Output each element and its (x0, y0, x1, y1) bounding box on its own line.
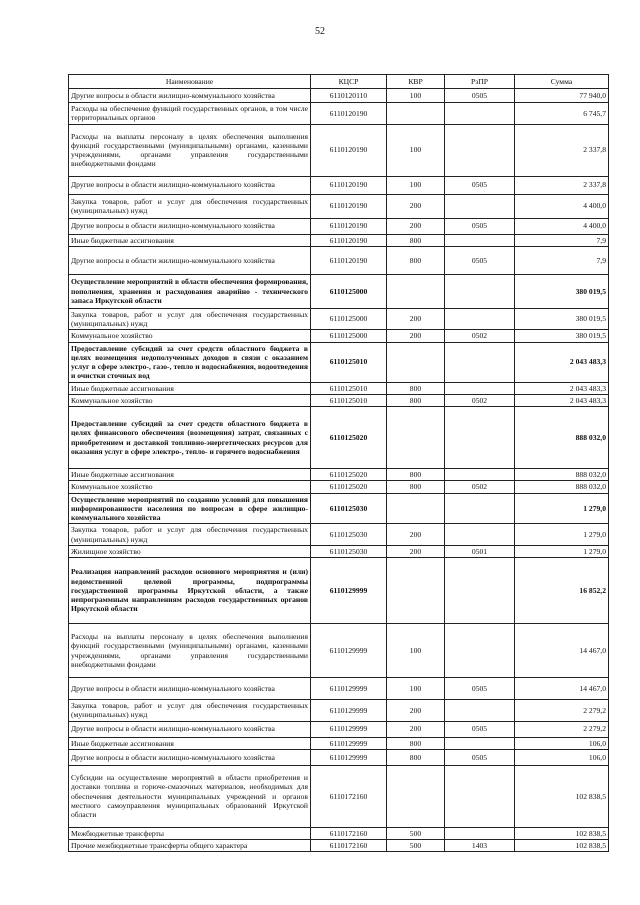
row-name-cell: Другие вопросы в области жилищно-коммунального хозяйства (69, 89, 311, 103)
row-kvr-cell: 200 (387, 700, 445, 722)
row-ksr-cell: 6110125030 (311, 524, 387, 546)
row-ksr-cell: 6110129999 (311, 624, 387, 678)
row-sum-cell: 380 019,5 (515, 274, 609, 308)
row-kvr-cell (387, 493, 445, 524)
row-kvr-cell: 800 (387, 234, 445, 246)
row-name-cell: Другие вопросы в области жилищно-коммунального хозяйства (69, 176, 311, 194)
table-row (69, 765, 609, 827)
table-row (69, 737, 609, 749)
header-ksr: КЦСР (311, 75, 387, 89)
row-name-cell: Предоставление субсидий за счет средств областного бюджета в целях возмещения недополученных доходов в связи с оказанием услуг в сфере электро-, газо-, тепло и водоснабжения, водоотведения и очистки сточных вод (69, 342, 311, 382)
header-sum: Сумма (515, 75, 609, 89)
row-rzpr-cell: 0505 (445, 721, 515, 737)
row-sum-cell: 106,0 (515, 737, 609, 749)
table-body (69, 89, 609, 852)
row-name-cell: Расходы на обеспечение функций государственных органов, в том числе территориальных органов (69, 103, 311, 125)
row-ksr-cell: 6110120190 (311, 103, 387, 125)
row-kvr-cell (387, 765, 445, 827)
row-rzpr-cell (445, 469, 515, 481)
row-kvr-cell: 800 (387, 394, 445, 406)
row-rzpr-cell (445, 194, 515, 218)
row-rzpr-cell: 1403 (445, 840, 515, 852)
row-kvr-cell: 200 (387, 545, 445, 557)
table-row (69, 342, 609, 382)
row-rzpr-cell (445, 234, 515, 246)
row-name-cell: Иные бюджетные ассигнования (69, 382, 311, 394)
row-rzpr-cell (445, 407, 515, 469)
row-sum-cell: 2 279,2 (515, 721, 609, 737)
page-number: 52 (315, 26, 325, 37)
row-sum-cell: 380 019,5 (515, 330, 609, 342)
table-row (69, 103, 609, 125)
row-sum-cell: 102 838,5 (515, 827, 609, 839)
row-sum-cell: 2 337,8 (515, 124, 609, 176)
row-rzpr-cell (445, 493, 515, 524)
row-ksr-cell: 6110125030 (311, 545, 387, 557)
row-sum-cell: 14 467,0 (515, 624, 609, 678)
row-name-cell: Другие вопросы в области жилищно-коммунального хозяйства (69, 218, 311, 234)
row-ksr-cell: 6110120190 (311, 218, 387, 234)
row-kvr-cell: 100 (387, 678, 445, 700)
row-sum-cell: 4 400,0 (515, 218, 609, 234)
row-kvr-cell: 800 (387, 481, 445, 493)
row-rzpr-cell (445, 308, 515, 330)
row-ksr-cell: 6110125000 (311, 274, 387, 308)
row-name-cell: Предоставление субсидий за счет средств областного бюджета в целях финансового обеспечения (возмещения) затрат, связанных с приобретением и доставкой топливно-энергетических ресурсов для оказания услуг в сфере электро-, тепло- и горячего водоснабжения (69, 407, 311, 469)
row-name-cell: Субсидии на осуществление мероприятий в области приобретения и доставки топлива и горюче-смазочных материалов, необходимых для обеспечения деятельности муниципальных учреждений и органов местного самоуправления муниципальных образований Иркутской области (69, 765, 311, 827)
row-ksr-cell: 6110125020 (311, 407, 387, 469)
row-sum-cell: 102 838,5 (515, 840, 609, 852)
row-kvr-cell: 200 (387, 308, 445, 330)
row-name-cell: Осуществление мероприятий по созданию условий для повышения информированности населения по вопросам в сфере жилищно-коммунального хозяйства (69, 493, 311, 524)
table-row (69, 827, 609, 839)
row-ksr-cell: 6110120190 (311, 194, 387, 218)
row-sum-cell: 1 279,0 (515, 545, 609, 557)
row-name-cell: Коммунальное хозяйство (69, 394, 311, 406)
row-kvr-cell: 200 (387, 721, 445, 737)
row-rzpr-cell (445, 382, 515, 394)
row-rzpr-cell: 0505 (445, 176, 515, 194)
table-row (69, 624, 609, 678)
row-sum-cell: 2 279,2 (515, 700, 609, 722)
row-ksr-cell: 6110120190 (311, 246, 387, 274)
row-ksr-cell: 6110172160 (311, 840, 387, 852)
row-ksr-cell: 6110125000 (311, 308, 387, 330)
row-name-cell: Иные бюджетные ассигнования (69, 737, 311, 749)
row-name-cell: Другие вопросы в области жилищно-коммунального хозяйства (69, 749, 311, 765)
row-ksr-cell: 6110129999 (311, 737, 387, 749)
row-name-cell: Коммунальное хозяйство (69, 330, 311, 342)
row-sum-cell: 2 337,8 (515, 176, 609, 194)
row-name-cell: Иные бюджетные ассигнования (69, 234, 311, 246)
row-rzpr-cell (445, 765, 515, 827)
row-name-cell: Иные бюджетные ассигнования (69, 469, 311, 481)
row-sum-cell: 1 279,0 (515, 493, 609, 524)
row-kvr-cell (387, 407, 445, 469)
row-rzpr-cell (445, 124, 515, 176)
row-kvr-cell: 500 (387, 840, 445, 852)
row-rzpr-cell: 0502 (445, 394, 515, 406)
table-row (69, 749, 609, 765)
table-row (69, 176, 609, 194)
table-row (69, 234, 609, 246)
row-rzpr-cell: 0501 (445, 545, 515, 557)
row-rzpr-cell (445, 103, 515, 125)
row-kvr-cell: 800 (387, 469, 445, 481)
row-kvr-cell (387, 342, 445, 382)
row-kvr-cell (387, 103, 445, 125)
row-sum-cell: 2 043 483,3 (515, 382, 609, 394)
row-name-cell: Другие вопросы в области жилищно-коммунального хозяйства (69, 678, 311, 700)
row-kvr-cell: 800 (387, 246, 445, 274)
row-name-cell: Расходы на выплаты персоналу в целях обеспечения выполнения функций государственными (муниципальными) органами, казенными учреждениями, органами управления государственными внебюджетными фондами (69, 124, 311, 176)
row-rzpr-cell (445, 274, 515, 308)
row-ksr-cell: 6110125010 (311, 342, 387, 382)
row-ksr-cell: 6110125020 (311, 481, 387, 493)
row-ksr-cell: 6110172160 (311, 765, 387, 827)
table-row (69, 558, 609, 624)
row-rzpr-cell: 0502 (445, 330, 515, 342)
row-rzpr-cell: 0505 (445, 218, 515, 234)
row-ksr-cell: 6110120190 (311, 234, 387, 246)
row-ksr-cell: 6110129999 (311, 558, 387, 624)
table-row (69, 469, 609, 481)
row-sum-cell: 7,9 (515, 234, 609, 246)
row-kvr-cell: 200 (387, 218, 445, 234)
row-sum-cell: 888 032,0 (515, 481, 609, 493)
table-row (69, 124, 609, 176)
row-kvr-cell: 200 (387, 194, 445, 218)
header-rzpr: РзПР (445, 75, 515, 89)
row-sum-cell: 888 032,0 (515, 407, 609, 469)
row-rzpr-cell: 0502 (445, 481, 515, 493)
row-rzpr-cell (445, 342, 515, 382)
table-row (69, 308, 609, 330)
row-kvr-cell (387, 558, 445, 624)
row-rzpr-cell (445, 624, 515, 678)
row-name-cell: Закупка товаров, работ и услуг для обеспечения государственных (муниципальных) нужд (69, 194, 311, 218)
budget-table (68, 74, 609, 852)
row-rzpr-cell: 0505 (445, 678, 515, 700)
table-row (69, 407, 609, 469)
row-kvr-cell (387, 274, 445, 308)
row-name-cell: Межбюджетные трансферты (69, 827, 311, 839)
row-sum-cell: 2 043 483,3 (515, 342, 609, 382)
table-row (69, 394, 609, 406)
row-kvr-cell: 100 (387, 124, 445, 176)
row-ksr-cell: 6110120190 (311, 124, 387, 176)
table-row (69, 481, 609, 493)
table-header-row (69, 75, 609, 89)
row-sum-cell: 2 043 483,3 (515, 394, 609, 406)
row-name-cell: Коммунальное хозяйство (69, 481, 311, 493)
header-kvr: КВР (387, 75, 445, 89)
row-name-cell: Реализация направлений расходов основного мероприятия и (или) ведомственной целевой программы, подпрограммы государственной программы Иркутской области, а также непрограммным направлениям расходов государственных органов Иркутской области (69, 558, 311, 624)
row-name-cell: Прочие межбюджетные трансферты общего характера (69, 840, 311, 852)
row-ksr-cell: 6110125000 (311, 330, 387, 342)
row-sum-cell: 1 279,0 (515, 524, 609, 546)
row-kvr-cell: 200 (387, 524, 445, 546)
row-ksr-cell: 6110129999 (311, 749, 387, 765)
row-kvr-cell: 800 (387, 382, 445, 394)
row-kvr-cell: 100 (387, 176, 445, 194)
row-kvr-cell: 100 (387, 624, 445, 678)
row-ksr-cell: 6110125020 (311, 469, 387, 481)
row-rzpr-cell (445, 700, 515, 722)
table-row (69, 274, 609, 308)
table-row (69, 246, 609, 274)
table-row (69, 89, 609, 103)
row-ksr-cell: 6110172160 (311, 827, 387, 839)
row-rzpr-cell (445, 524, 515, 546)
row-sum-cell: 77 940,0 (515, 89, 609, 103)
table-row (69, 840, 609, 852)
row-ksr-cell: 6110129999 (311, 721, 387, 737)
row-ksr-cell: 6110120190 (311, 176, 387, 194)
table-row (69, 678, 609, 700)
row-rzpr-cell (445, 827, 515, 839)
row-sum-cell: 102 838,5 (515, 765, 609, 827)
table-row (69, 218, 609, 234)
row-name-cell: Жилищное хозяйство (69, 545, 311, 557)
row-name-cell: Закупка товаров, работ и услуг для обеспечения государственных (муниципальных) нужд (69, 700, 311, 722)
row-ksr-cell: 6110129999 (311, 678, 387, 700)
table-row (69, 382, 609, 394)
row-ksr-cell: 6110125010 (311, 394, 387, 406)
table-row (69, 493, 609, 524)
table-row (69, 700, 609, 722)
table-row (69, 721, 609, 737)
table-row (69, 330, 609, 342)
row-name-cell: Осуществление мероприятий в области обеспечения формирования, пополнения, хранения и расходования аварийно - технического запаса Иркутской области (69, 274, 311, 308)
row-sum-cell: 16 852,2 (515, 558, 609, 624)
table-row (69, 524, 609, 546)
row-kvr-cell: 800 (387, 749, 445, 765)
row-ksr-cell: 6110125030 (311, 493, 387, 524)
row-kvr-cell: 500 (387, 827, 445, 839)
row-name-cell: Другие вопросы в области жилищно-коммунального хозяйства (69, 246, 311, 274)
row-sum-cell: 4 400,0 (515, 194, 609, 218)
row-name-cell: Расходы на выплаты персоналу в целях обеспечения выполнения функций государственными (муниципальными) органами, казенными учреждениями, органами управления государственными внебюджетными фондами (69, 624, 311, 678)
row-kvr-cell: 800 (387, 737, 445, 749)
row-ksr-cell: 6110125010 (311, 382, 387, 394)
row-name-cell: Закупка товаров, работ и услуг для обеспечения государственных (муниципальных) нужд (69, 308, 311, 330)
row-rzpr-cell (445, 558, 515, 624)
table-row (69, 545, 609, 557)
row-sum-cell: 106,0 (515, 749, 609, 765)
row-sum-cell: 888 032,0 (515, 469, 609, 481)
row-rzpr-cell (445, 737, 515, 749)
row-rzpr-cell: 0505 (445, 749, 515, 765)
row-rzpr-cell: 0505 (445, 89, 515, 103)
row-sum-cell: 380 019,5 (515, 308, 609, 330)
table-row (69, 194, 609, 218)
row-sum-cell: 14 467,0 (515, 678, 609, 700)
row-ksr-cell: 6110120110 (311, 89, 387, 103)
row-rzpr-cell: 0505 (445, 246, 515, 274)
row-ksr-cell: 6110129999 (311, 700, 387, 722)
row-sum-cell: 6 745,7 (515, 103, 609, 125)
row-kvr-cell: 200 (387, 330, 445, 342)
row-sum-cell: 7,9 (515, 246, 609, 274)
row-name-cell: Закупка товаров, работ и услуг для обеспечения государственных (муниципальных) нужд (69, 524, 311, 546)
header-name: Наименование (69, 75, 311, 89)
row-kvr-cell: 100 (387, 89, 445, 103)
row-name-cell: Другие вопросы в области жилищно-коммунального хозяйства (69, 721, 311, 737)
